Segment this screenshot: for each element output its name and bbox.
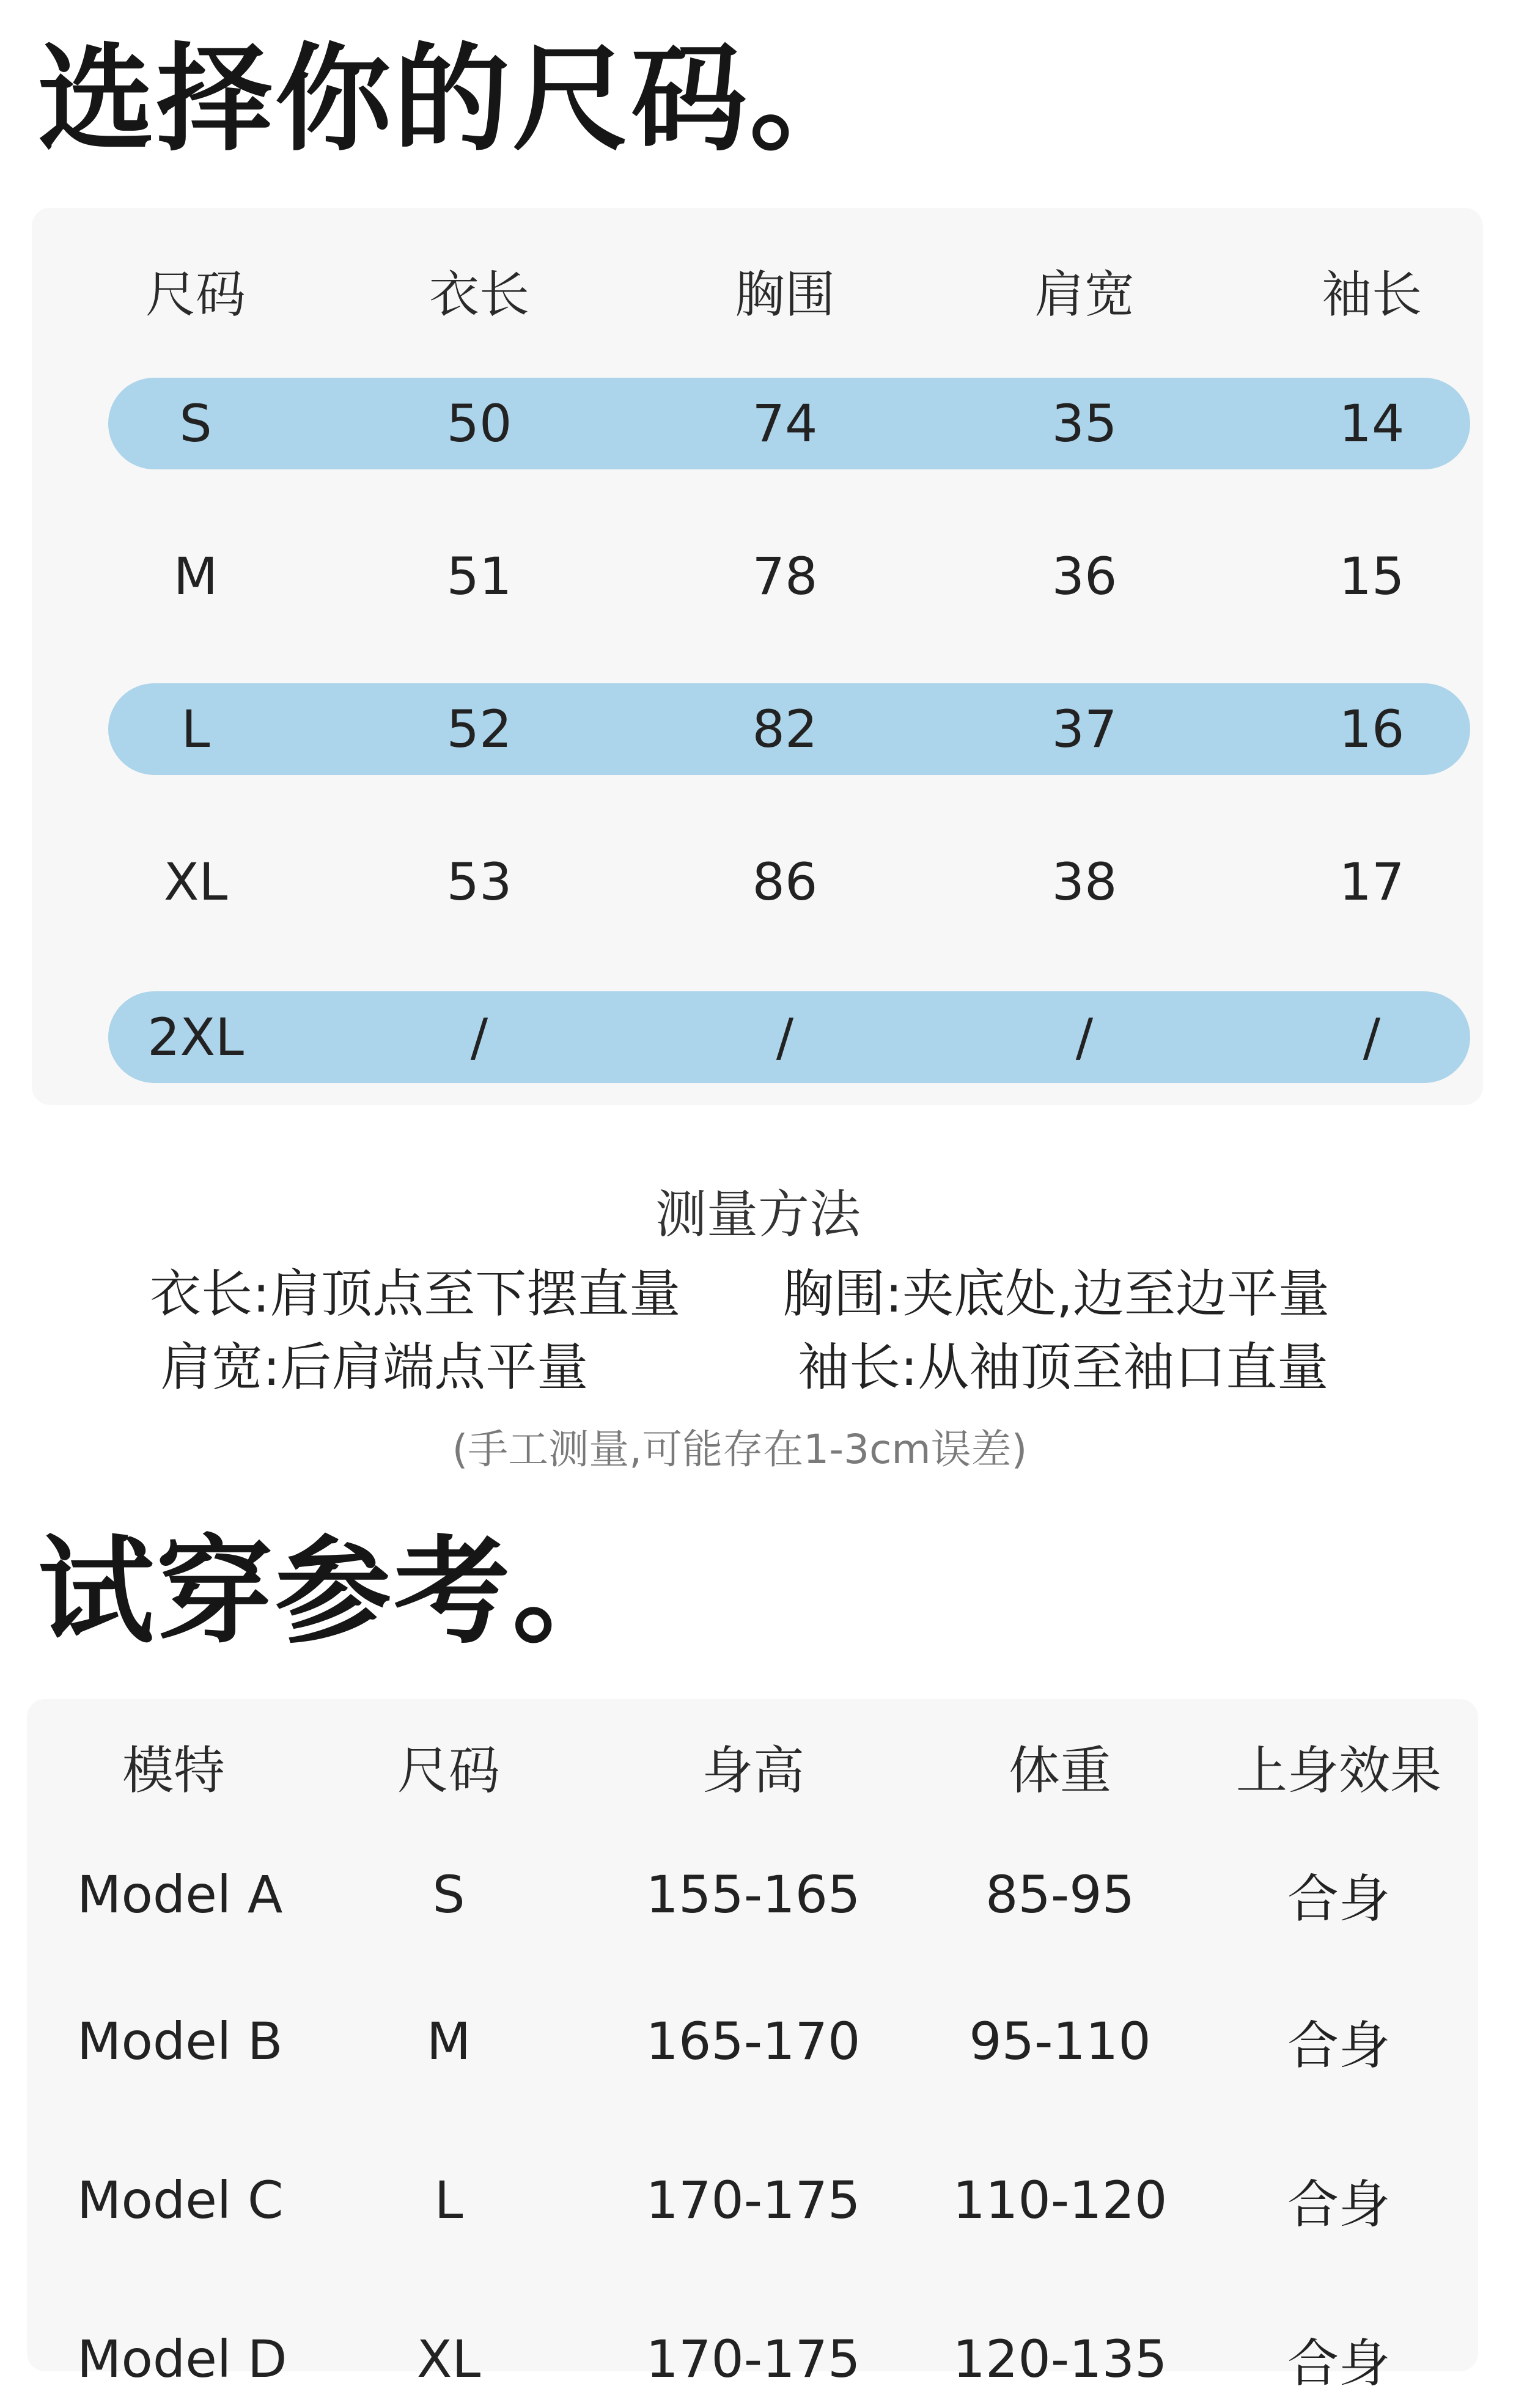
size-cell: L <box>434 2170 463 2230</box>
chest-cell: 82 <box>752 699 818 759</box>
shoulder-measure-note: 肩宽:后肩端点平量 <box>160 1337 589 1397</box>
shoulder-cell: 36 <box>1051 546 1117 606</box>
size-row-s <box>108 378 1470 469</box>
column-header-size: 尺码 <box>397 1740 500 1800</box>
fit-cell: 合身 <box>1287 2015 1390 2076</box>
column-header-height: 身高 <box>701 1740 804 1800</box>
weight-cell: 85-95 <box>985 1865 1135 1925</box>
model-cell: Model C <box>77 2170 284 2230</box>
model-cell: Model B <box>77 2011 283 2071</box>
tryon-section-title: 试穿参考。 <box>38 1524 631 1659</box>
tryon-panel <box>27 1699 1478 2393</box>
size-row-m <box>108 530 1470 622</box>
size-row-l <box>108 683 1470 775</box>
tryon-row-model-d <box>27 2310 1478 2408</box>
shoulder-cell: 38 <box>1051 852 1117 912</box>
height-cell: 155-165 <box>646 1865 861 1925</box>
column-header-sleeve: 袖长 <box>1321 265 1422 324</box>
fit-cell: 合身 <box>1287 2174 1390 2234</box>
size-cell: 2XL <box>147 1007 244 1067</box>
column-header-length: 衣长 <box>429 265 529 324</box>
size-row-xl <box>108 836 1470 928</box>
shoulder-cell: 35 <box>1051 394 1117 453</box>
length-cell: / <box>470 1007 488 1067</box>
size-cell: XL <box>416 2329 481 2389</box>
sleeve-cell: 14 <box>1339 394 1405 453</box>
chest-cell: 78 <box>752 546 818 606</box>
height-cell: 170-175 <box>646 2170 861 2230</box>
size-table-header <box>108 244 1470 336</box>
measurement-disclaimer: (手工测量,可能存在1-3cm误差) <box>452 1426 1028 1473</box>
height-cell: 165-170 <box>646 2011 861 2071</box>
tryon-row-model-b <box>27 1992 1478 2090</box>
column-header-model: 模特 <box>122 1740 225 1800</box>
size-cell: L <box>181 699 210 759</box>
chest-cell: 74 <box>752 394 818 453</box>
model-cell: Model D <box>77 2329 287 2389</box>
sleeve-cell: 16 <box>1339 699 1405 759</box>
sleeve-cell: 15 <box>1339 546 1405 606</box>
chest-measure-note: 胸围:夹底处,边至边平量 <box>782 1264 1330 1324</box>
size-section-title: 选择你的尺码。 <box>38 32 869 167</box>
column-header-size: 尺码 <box>145 265 246 324</box>
column-header-chest: 胸围 <box>734 265 835 324</box>
column-header-fit: 上身效果 <box>1235 1740 1441 1800</box>
size-chart-panel <box>32 208 1483 1105</box>
chest-cell: 86 <box>752 852 818 912</box>
fit-cell: 合身 <box>1287 2333 1390 2393</box>
weight-cell: 120-135 <box>952 2329 1168 2389</box>
tryon-table-header <box>27 1717 1478 1815</box>
length-measure-note: 衣长:肩顶点至下摆直量 <box>150 1264 681 1324</box>
size-cell: S <box>179 394 212 453</box>
tryon-row-model-c <box>27 2151 1478 2249</box>
shoulder-cell: 37 <box>1051 699 1117 759</box>
size-cell: XL <box>163 852 228 912</box>
fit-cell: 合身 <box>1287 1868 1390 1929</box>
sleeve-cell: 17 <box>1339 852 1405 912</box>
weight-cell: 95-110 <box>969 2011 1151 2071</box>
column-header-shoulder: 肩宽 <box>1034 265 1135 324</box>
size-cell: M <box>426 2011 471 2071</box>
tryon-row-model-a <box>27 1846 1478 1944</box>
length-cell: 52 <box>446 699 512 759</box>
size-cell: S <box>432 1865 465 1925</box>
chest-cell: / <box>776 1007 794 1067</box>
height-cell: 170-175 <box>646 2329 861 2389</box>
length-cell: 50 <box>446 394 512 453</box>
weight-cell: 110-120 <box>952 2170 1168 2230</box>
sleeve-cell: / <box>1363 1007 1381 1067</box>
size-cell: M <box>173 546 218 606</box>
sleeve-measure-note: 袖长:从袖顶至袖口直量 <box>798 1337 1329 1397</box>
measurement-title: 测量方法 <box>655 1184 861 1244</box>
column-header-weight: 体重 <box>1008 1740 1111 1800</box>
model-cell: Model A <box>77 1865 283 1925</box>
length-cell: 51 <box>446 546 512 606</box>
length-cell: 53 <box>446 852 512 912</box>
shoulder-cell: / <box>1075 1007 1094 1067</box>
size-row-2xl <box>108 991 1470 1083</box>
